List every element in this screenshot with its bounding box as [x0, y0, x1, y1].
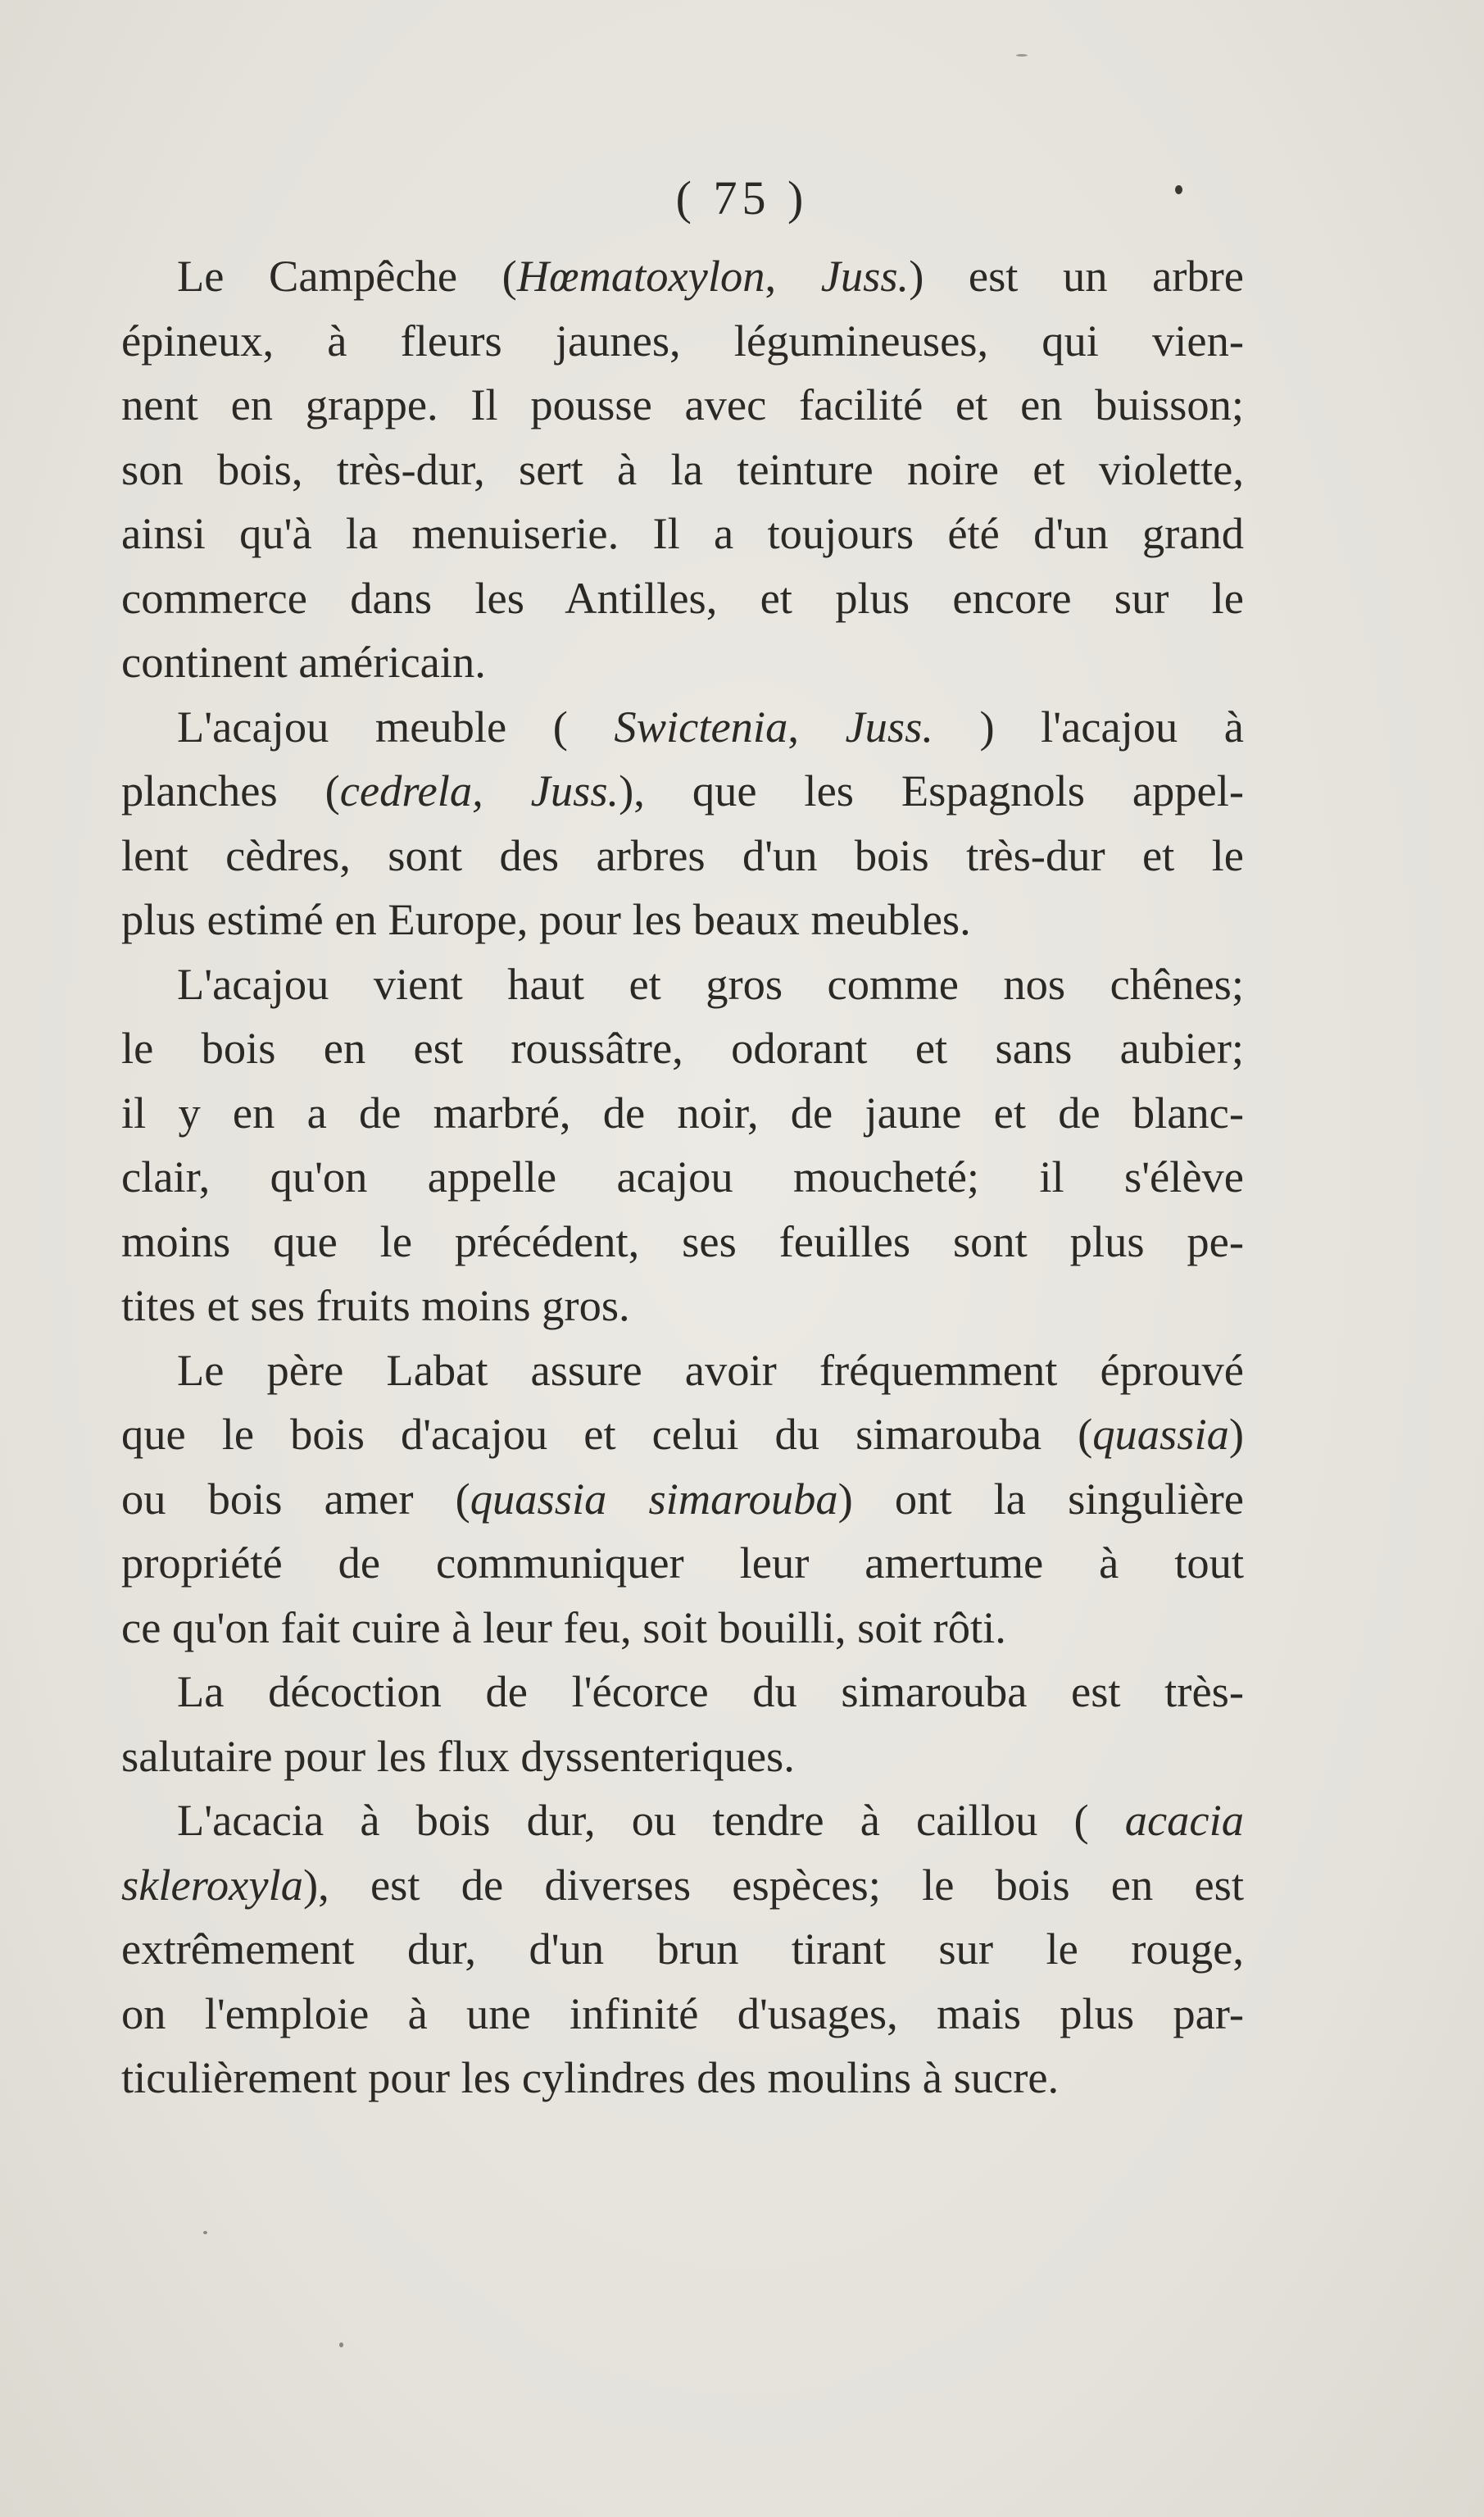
paragraph [121, 695, 1244, 952]
text-line: moins que le précédent, ses feuilles sont plus pe- [121, 1215, 1244, 1266]
text-line: que le bois d'acajou et celui du simarouba (quassia) [121, 1409, 1244, 1459]
paragraph [121, 1660, 1244, 1788]
text-line: planches (cedrela, Juss.), que les Espagnols appel- [121, 766, 1244, 816]
text-line: propriété de communiquer leur amertume à tout [121, 1538, 1244, 1588]
paragraph [121, 244, 1244, 695]
text-line: skleroxyla), est de diverses espèces; le bois en est [121, 1859, 1244, 1910]
text-line: son bois, très-dur, sert à la teinture noire et violette, [121, 443, 1244, 494]
italic-term: quassia [1092, 1409, 1229, 1459]
italic-term: Juss. [530, 766, 619, 816]
text-line: L'acajou meuble ( Swictenia, Juss. ) l'acajou à [177, 701, 1244, 752]
italic-term: Swictenia [614, 701, 788, 752]
text-line: salutaire pour les flux dyssenteriques. [121, 1730, 795, 1781]
text-line: le bois en est roussâtre, odorant et sans aubier; [121, 1023, 1244, 1073]
paper-speck [203, 2231, 207, 2234]
text-line: ainsi qu'à la menuiserie. Il a toujours été d'un grand [121, 508, 1244, 558]
text-line: Le père Labat assure avoir fréquemment éprouvé [177, 1344, 1244, 1395]
text-line: clair, qu'on appelle acajou moucheté; il s'élève [121, 1152, 1244, 1202]
text-line: La décoction de l'écorce du simarouba est très- [177, 1666, 1244, 1716]
paper-speck [1016, 54, 1028, 57]
text-line: lent cèdres, sont des arbres d'un bois très-dur et le [121, 829, 1244, 880]
text-line: continent américain. [121, 637, 486, 687]
text-line: épineux, à fleurs jaunes, légumineuses, qui vien- [121, 315, 1244, 366]
italic-term: Juss. [820, 251, 910, 301]
italic-term: cedrela, [339, 766, 483, 816]
paper-speck [1175, 185, 1182, 194]
body-text [121, 244, 1244, 2110]
text-line: tites et ses fruits moins gros. [121, 1280, 630, 1330]
text-line: il y en a de marbré, de noir, de jaune et de blanc- [121, 1087, 1244, 1138]
italic-term: Hœmatoxylon [516, 251, 765, 301]
page-number: ( 75 ) [675, 171, 809, 225]
italic-term: Juss. [845, 701, 933, 752]
italic-term: quassia simarouba [470, 1473, 838, 1524]
text-line: Le Campêche (Hœmatoxylon, Juss.) est un arbre [177, 251, 1244, 301]
paper-speck [339, 2342, 343, 2347]
text-line: on l'emploie à une infinité d'usages, mais plus par- [121, 1988, 1244, 2038]
text-line: L'acacia à bois dur, ou tendre à caillou ( acacia [177, 1795, 1244, 1845]
paragraph [121, 1788, 1244, 2110]
italic-term: acacia [1124, 1795, 1244, 1845]
text-line: ticulièrement pour les cylindres des moulins à sucre. [121, 2052, 1060, 2102]
text-line: extrêmement dur, d'un brun tirant sur le rouge, [121, 1924, 1244, 1974]
paragraph [121, 1338, 1244, 1661]
text-line: plus estimé en Europe, pour les beaux meubles. [121, 894, 971, 944]
text-line: L'acajou vient haut et gros comme nos chênes; [177, 958, 1244, 1009]
text-line: nent en grappe. Il pousse avec facilité et en buisson; [121, 379, 1244, 429]
text-line: commerce dans les Antilles, et plus encore sur le [121, 572, 1244, 623]
text-line: ce qu'on fait cuire à leur feu, soit bouilli, soit rôti. [121, 1602, 1006, 1652]
italic-term: skleroxyla [121, 1859, 303, 1910]
text-line: ou bois amer (quassia simarouba) ont la singulière [121, 1473, 1244, 1524]
paragraph [121, 952, 1244, 1338]
